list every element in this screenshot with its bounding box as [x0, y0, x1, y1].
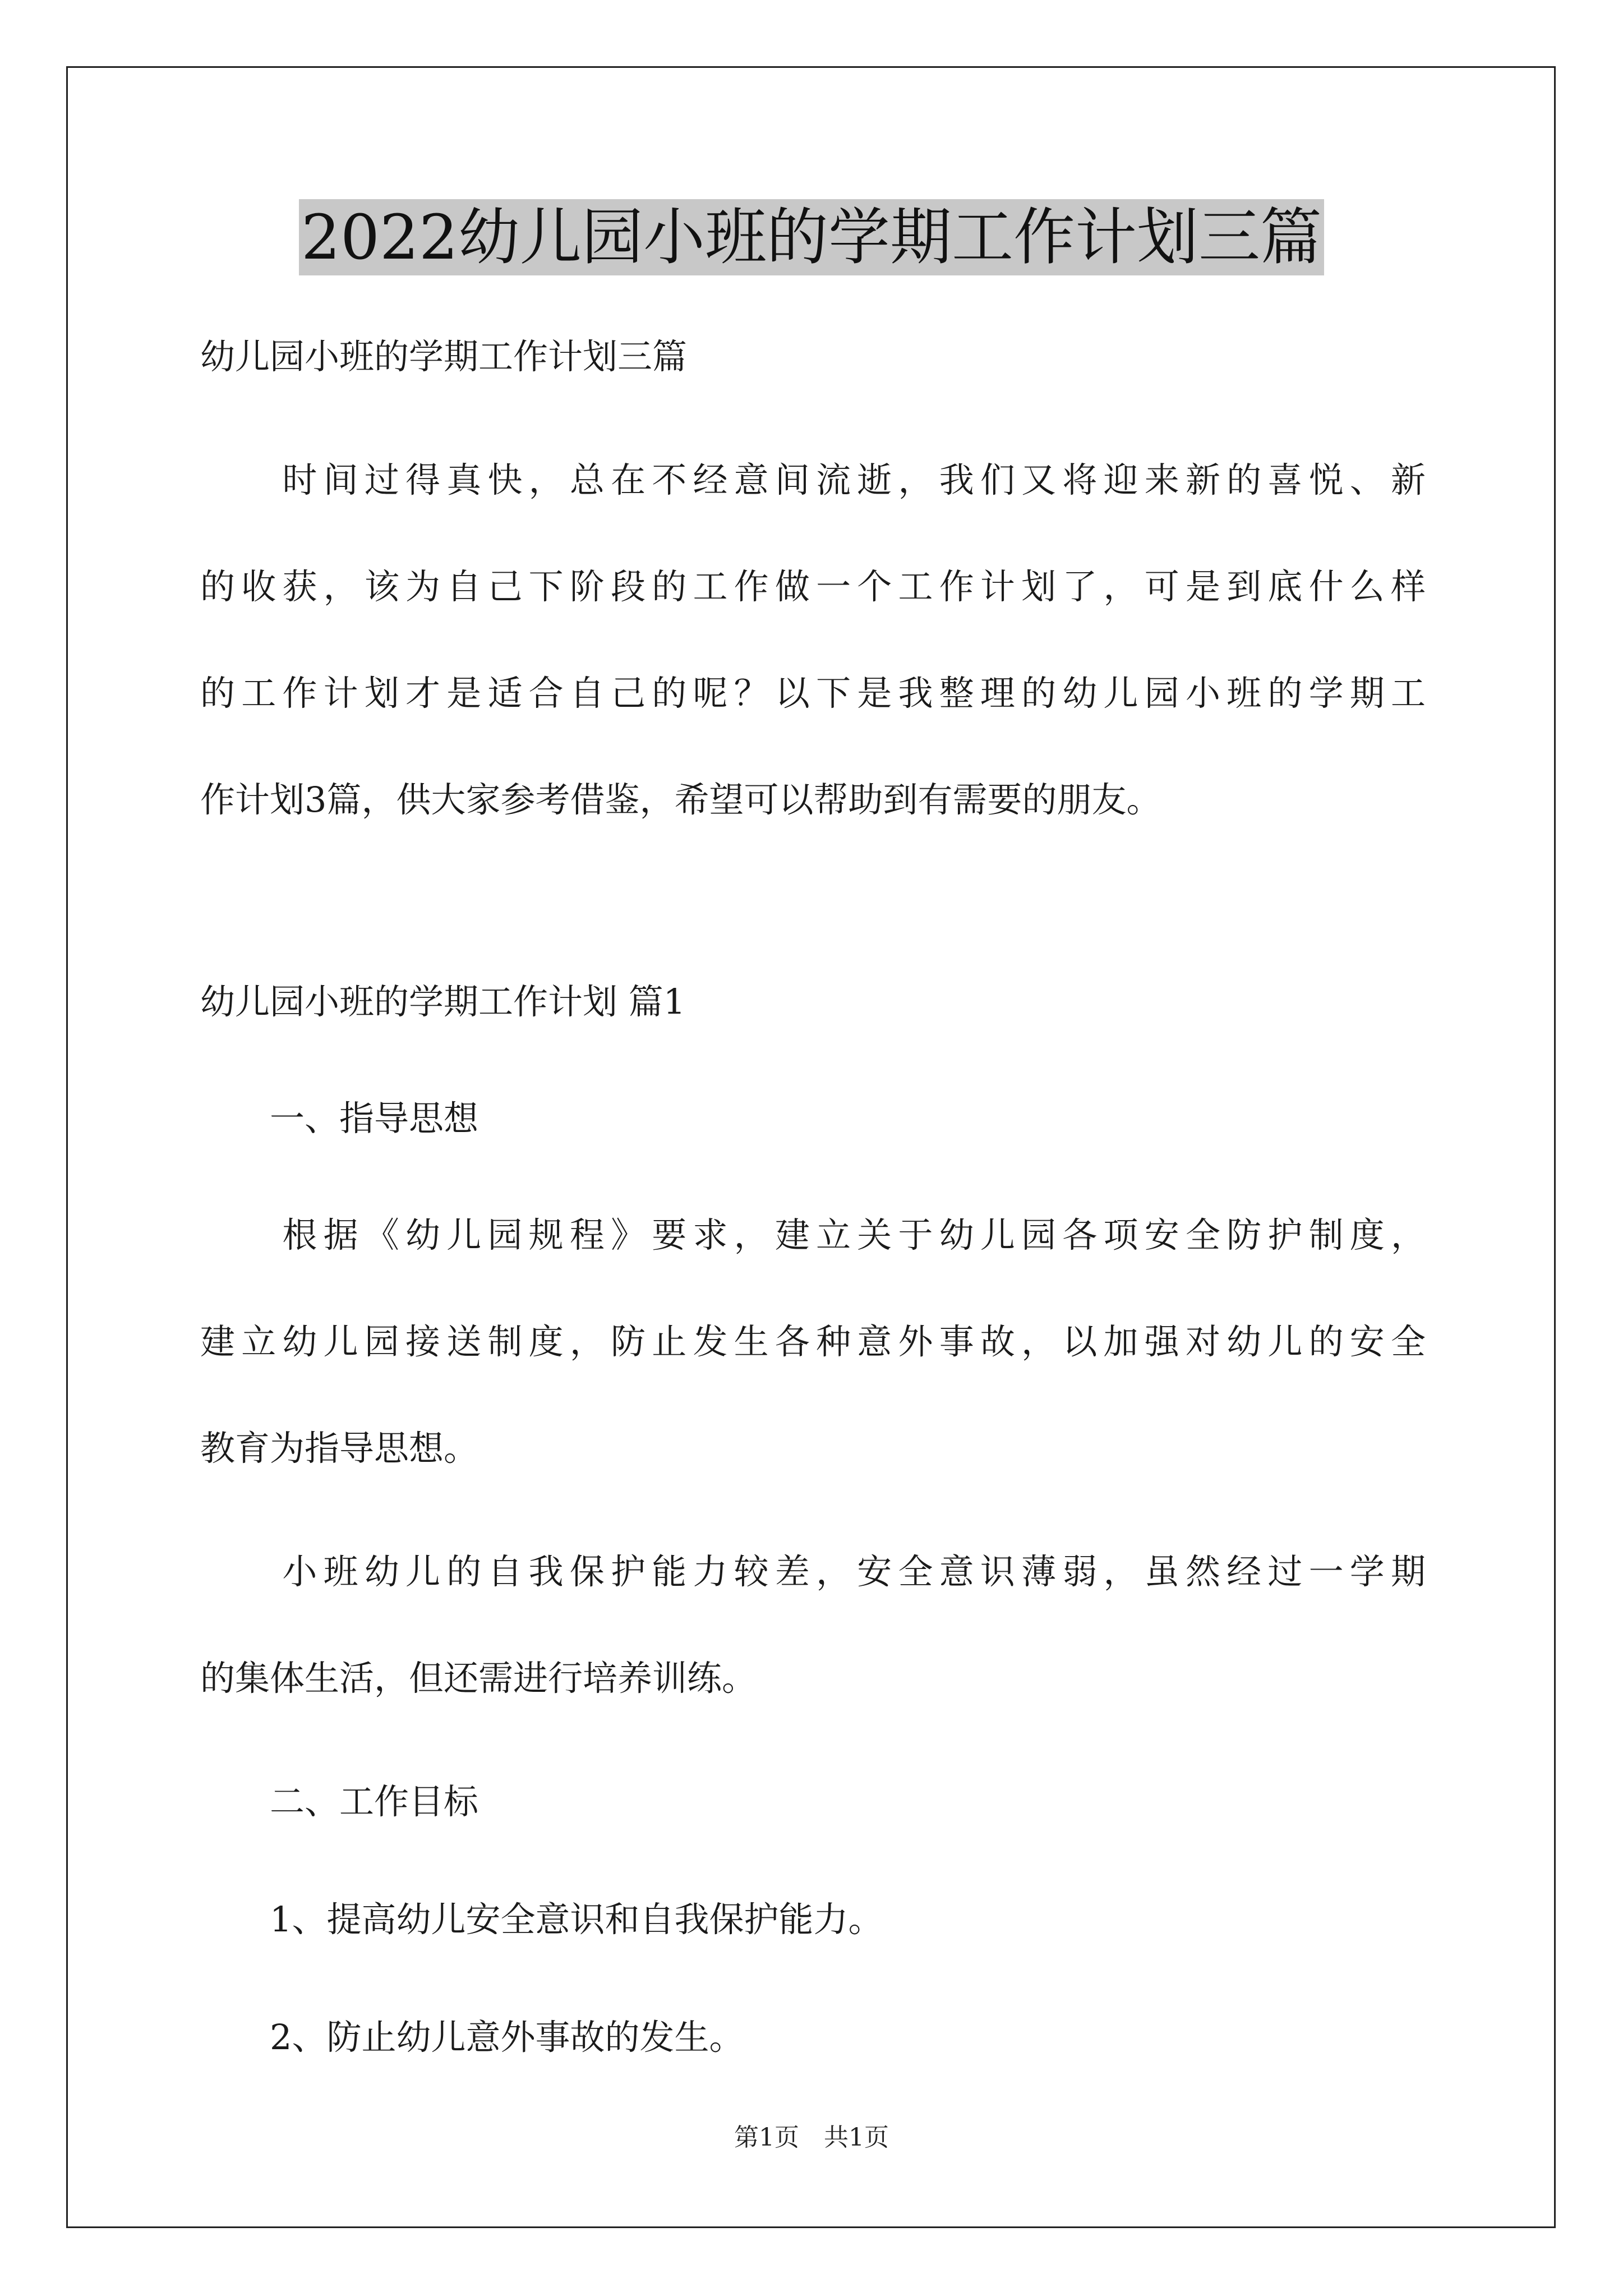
intro-line: 的收获，该为自己下阶段的工作做一个工作计划了，可是到底什么样	[200, 566, 1426, 607]
paragraph-line: 建立幼儿园接送制度，防止发生各种意外事故，以加强对幼儿的安全	[200, 1321, 1426, 1362]
heading-work-goals: 二、工作目标	[200, 1781, 479, 1822]
paragraph-line: 教育为指导思想。	[200, 1428, 479, 1469]
subtitle: 幼儿园小班的学期工作计划三篇	[200, 336, 688, 377]
intro-paragraph	[200, 460, 1426, 886]
intro-line: 时间过得真快，总在不经意间流逝，我们又将迎来新的喜悦、新	[200, 459, 1426, 500]
paragraph-line: 根据《幼儿园规程》要求，建立关于幼儿园各项安全防护制度，	[200, 1214, 1426, 1255]
section-heading: 幼儿园小班的学期工作计划 篇1	[200, 981, 686, 1022]
page-footer: 第1页 共1页	[734, 2123, 889, 2152]
title-container	[0, 199, 1623, 275]
intro-line: 的工作计划才是适合自己的呢？以下是我整理的幼儿园小班的学期工	[200, 673, 1426, 714]
goal-item-1: 1、提高幼儿安全意识和自我保护能力。	[200, 1899, 883, 1940]
paragraph-class-situation	[200, 1552, 1426, 1765]
document-title: 2022幼儿园小班的学期工作计划三篇	[299, 199, 1324, 275]
paragraph-line: 的集体生活，但还需进行培养训练。	[200, 1658, 757, 1699]
paragraph-guiding-thought	[200, 1215, 1426, 1535]
goal-item-2: 2、防止幼儿意外事故的发生。	[200, 2017, 744, 2058]
paragraph-line: 小班幼儿的自我保护能力较差，安全意识薄弱，虽然经过一学期	[200, 1551, 1426, 1592]
intro-line: 作计划3篇，供大家参考借鉴，希望可以帮助到有需要的朋友。	[200, 779, 1161, 820]
heading-guiding-thought: 一、指导思想	[200, 1098, 479, 1139]
